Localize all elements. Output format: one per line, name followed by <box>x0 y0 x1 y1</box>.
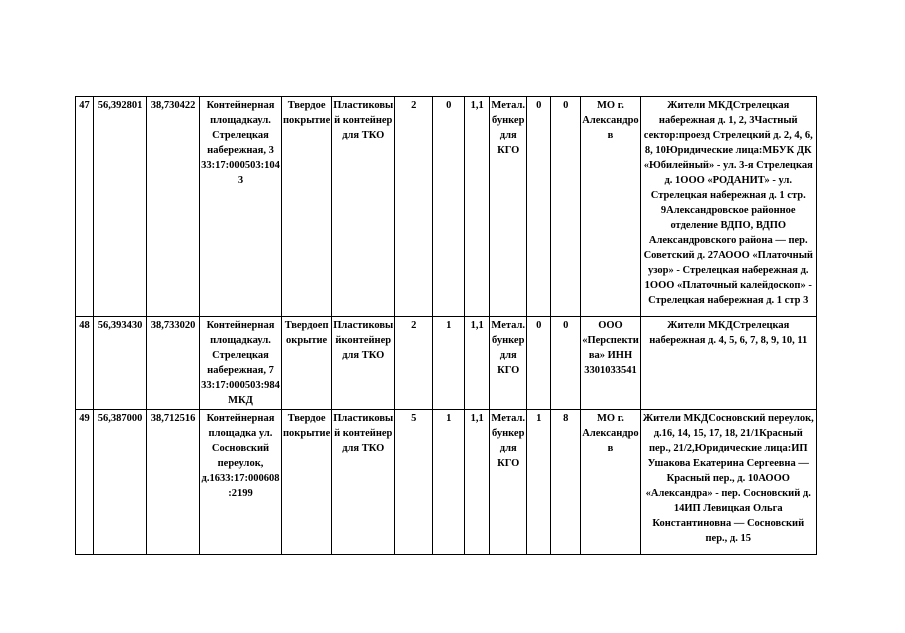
register-table <box>75 96 817 555</box>
latitude: 56,392801 <box>94 97 147 317</box>
bunker-volume: 8 <box>551 410 581 555</box>
container-type: Пластиковы й контейнер для ТКО <box>332 410 395 555</box>
container-volume: 1,1 <box>465 410 490 555</box>
surface-type: Твердое покрытие <box>282 97 332 317</box>
longitude: 38,712516 <box>147 410 200 555</box>
bunker-type: Метал. бункер для КГО <box>490 97 527 317</box>
table-row <box>76 97 817 317</box>
row-number: 49 <box>76 410 94 555</box>
site-address: Контейнерная площадка ул. Сосновский переулок, д.1633:17:000608 :2199 <box>200 410 282 555</box>
owner: МО г. Александро в <box>581 97 641 317</box>
container-count-planned: 1 <box>433 317 465 410</box>
container-type: Пластиковы йконтейнер для ТКО <box>332 317 395 410</box>
waste-sources: Жители МКДСтрелецкая набережная д. 1, 2, 3Частный сектор:проезд Стрелецкий д. 2, 4, 6, 8, 10Юридические лица:МБУК ДК «Юбилейный» - ул. 3-я Стрелецкая д. 1ООО «РОДАНИТ» - ул. Стрелецкая набережная д. 1 стр. 9Александровское районное отделение ВДПО, ВДПО Александровского района — пер. Советский д. 27АООО «Платочный узор» - Стрелецкая набережная д. 1ООО «Платочный калейдоскоп» - Стрелецкая набережная д. 1 стр 3 <box>640 97 816 317</box>
surface-type: Твердоеп окрытие <box>282 317 332 410</box>
owner: ООО «Перспекти ва» ИНН 3301033541 <box>581 317 641 410</box>
row-number: 47 <box>76 97 94 317</box>
table-row <box>76 410 817 555</box>
row-number: 48 <box>76 317 94 410</box>
container-count: 5 <box>395 410 433 555</box>
longitude: 38,733020 <box>147 317 200 410</box>
bunker-type: Метал. бункер для КГО <box>490 317 527 410</box>
bunker-volume: 0 <box>551 317 581 410</box>
longitude: 38,730422 <box>147 97 200 317</box>
latitude: 56,393430 <box>94 317 147 410</box>
bunker-type: Метал. бункер для КГО <box>490 410 527 555</box>
container-volume: 1,1 <box>465 97 490 317</box>
container-count-planned: 0 <box>433 97 465 317</box>
bunker-volume: 0 <box>551 97 581 317</box>
waste-sources: Жители МКДСтрелецкая набережная д. 4, 5, 6, 7, 8, 9, 10, 11 <box>640 317 816 410</box>
site-address: Контейнерная площадкаул. Стрелецкая набережная, 7 33:17:000503:984 МКД <box>200 317 282 410</box>
bunker-count: 0 <box>527 317 551 410</box>
table-row <box>76 317 817 410</box>
latitude: 56,387000 <box>94 410 147 555</box>
container-count: 2 <box>395 97 433 317</box>
site-address: Контейнерная площадкаул. Стрелецкая набережная, 3 33:17:000503:104 3 <box>200 97 282 317</box>
container-count: 2 <box>395 317 433 410</box>
owner: МО г. Александро в <box>581 410 641 555</box>
bunker-count: 1 <box>527 410 551 555</box>
container-count-planned: 1 <box>433 410 465 555</box>
container-type: Пластиковы й контейнер для ТКО <box>332 97 395 317</box>
container-volume: 1,1 <box>465 317 490 410</box>
waste-sources: Жители МКДСосновский переулок, д.16, 14, 15, 17, 18, 21/1Красный пер., 21/2,Юридические лица:ИП Ушакова Екатерина Сергеевна — Красный пер., д. 10АООО «Александра» - пер. Сосновский д. 14ИП Левицкая Ольга Константиновна — Сосновский пер., д. 15 <box>640 410 816 555</box>
bunker-count: 0 <box>527 97 551 317</box>
surface-type: Твердое покрытие <box>282 410 332 555</box>
